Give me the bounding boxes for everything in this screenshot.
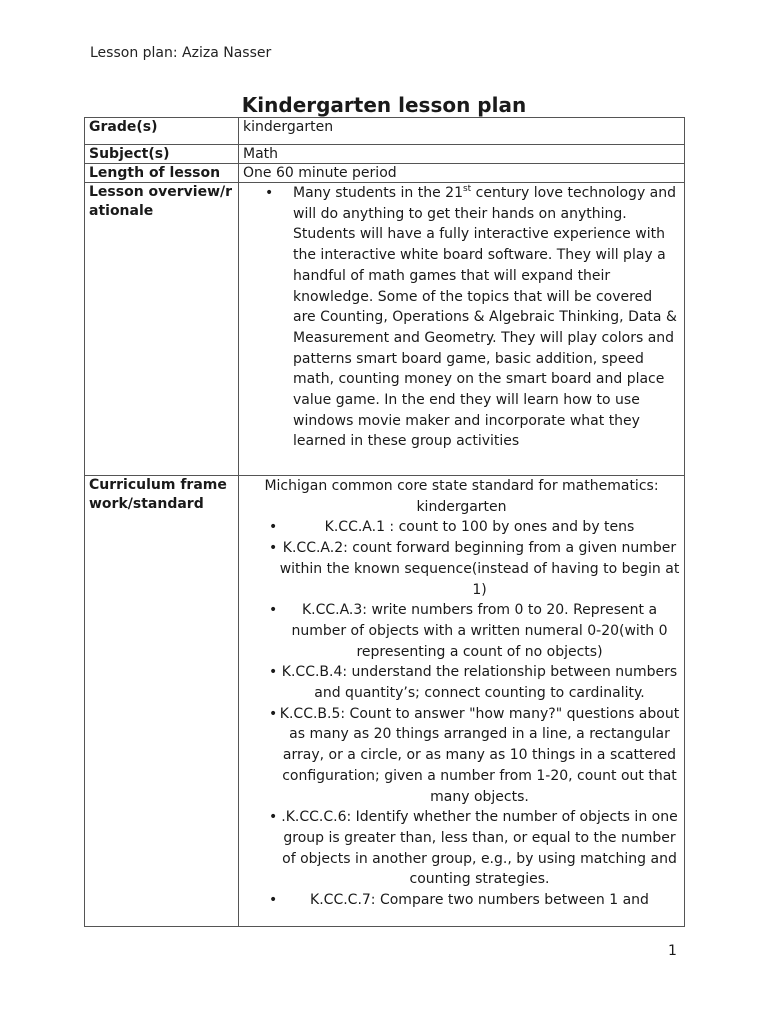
standard-text: K.CC.A.1 : count to 100 by ones and by tens xyxy=(324,519,635,536)
bullet-icon: • xyxy=(269,705,278,722)
table-row-subject xyxy=(85,145,685,164)
standard-text: K.CC.A.3: write numbers from 0 to 20. Represent a number of objects with a written numeral 0-20(with 0 representing a count of no objects) xyxy=(291,602,668,660)
page-number: 1 xyxy=(668,943,677,959)
standard-text: .K.CC.C.6: Identify whether the number of objects in one group is greater than, less than, or equal to the number of objects in another group, e.g., by using matching and counting strategies. xyxy=(281,809,678,888)
page-header: Lesson plan: Aziza Nasser xyxy=(90,45,272,61)
bullet-icon: • xyxy=(269,540,278,557)
document-title: Kindergarten lesson plan xyxy=(241,93,527,117)
list-item xyxy=(243,517,680,538)
overview-text-rest: century love technology and will do anything to get their hands on anything. Students will have a fully interactive experience with the interactive white board software. They will play a handful of math games that will expand their knowledge. Some of the topics that will be covered are Counting, Operations & Algebraic Thinking, Data & Measurement and Geometry. They will play colors and patterns smart board game, basic addition, speed math, counting money on the smart board and place value game. In the end they will learn how to use windows movie maker and incorporate what they learned in these group activities xyxy=(293,185,677,450)
list-item xyxy=(243,183,680,452)
list-item xyxy=(243,600,680,662)
standard-text: K.CC.B.4: understand the relationship between numbers and quantity’s; connect counting to cardinality. xyxy=(281,664,678,702)
table-row-length xyxy=(85,164,685,183)
list-item xyxy=(243,890,680,911)
bullet-icon: • xyxy=(269,892,278,909)
overview-list xyxy=(243,183,680,452)
curriculum-label: Curriculum framework/standard xyxy=(85,476,239,927)
grade-label: Grade(s) xyxy=(85,118,239,145)
standard-text: K.CC.A.2: count forward beginning from a given number within the known sequence(instead of having to begin at 1) xyxy=(279,540,680,598)
curriculum-cell xyxy=(239,476,685,927)
grade-value: kindergarten xyxy=(239,118,685,145)
bullet-icon: • xyxy=(269,809,278,826)
bullet-icon: • xyxy=(269,602,278,619)
list-item xyxy=(243,538,680,600)
overview-label: Lesson overview/rationale xyxy=(85,183,239,476)
bullet-icon: • xyxy=(265,185,274,201)
bullet-icon: • xyxy=(269,519,278,536)
length-value: One 60 minute period xyxy=(239,164,685,183)
standard-text: K.CC.C.7: Compare two numbers between 1 and xyxy=(310,892,649,909)
table-row-overview xyxy=(85,183,685,476)
length-label: Length of lesson xyxy=(85,164,239,183)
subject-value: Math xyxy=(239,145,685,164)
overview-cell xyxy=(239,183,685,476)
standards-list xyxy=(243,517,680,910)
list-item xyxy=(243,704,680,808)
bullet-icon: • xyxy=(269,664,278,681)
standard-text: K.CC.B.5: Count to answer "how many?" questions about as many as 20 things arranged in a line, a rectangular array, or a circle, or as many as 10 things in a scattered configuration; given a number from 1-20, count out that many objects. xyxy=(279,705,680,805)
overview-text-start: Many students in the 21 xyxy=(293,185,463,201)
table-row-curriculum xyxy=(85,476,685,927)
lesson-plan-table xyxy=(84,117,685,927)
overview-superscript: st xyxy=(462,184,472,194)
subject-label: Subject(s) xyxy=(85,145,239,164)
list-item xyxy=(243,662,680,703)
list-item xyxy=(243,807,680,890)
curriculum-heading: Michigan common core state standard for mathematics: kindergarten xyxy=(264,478,659,515)
table-row-grade xyxy=(85,118,685,145)
